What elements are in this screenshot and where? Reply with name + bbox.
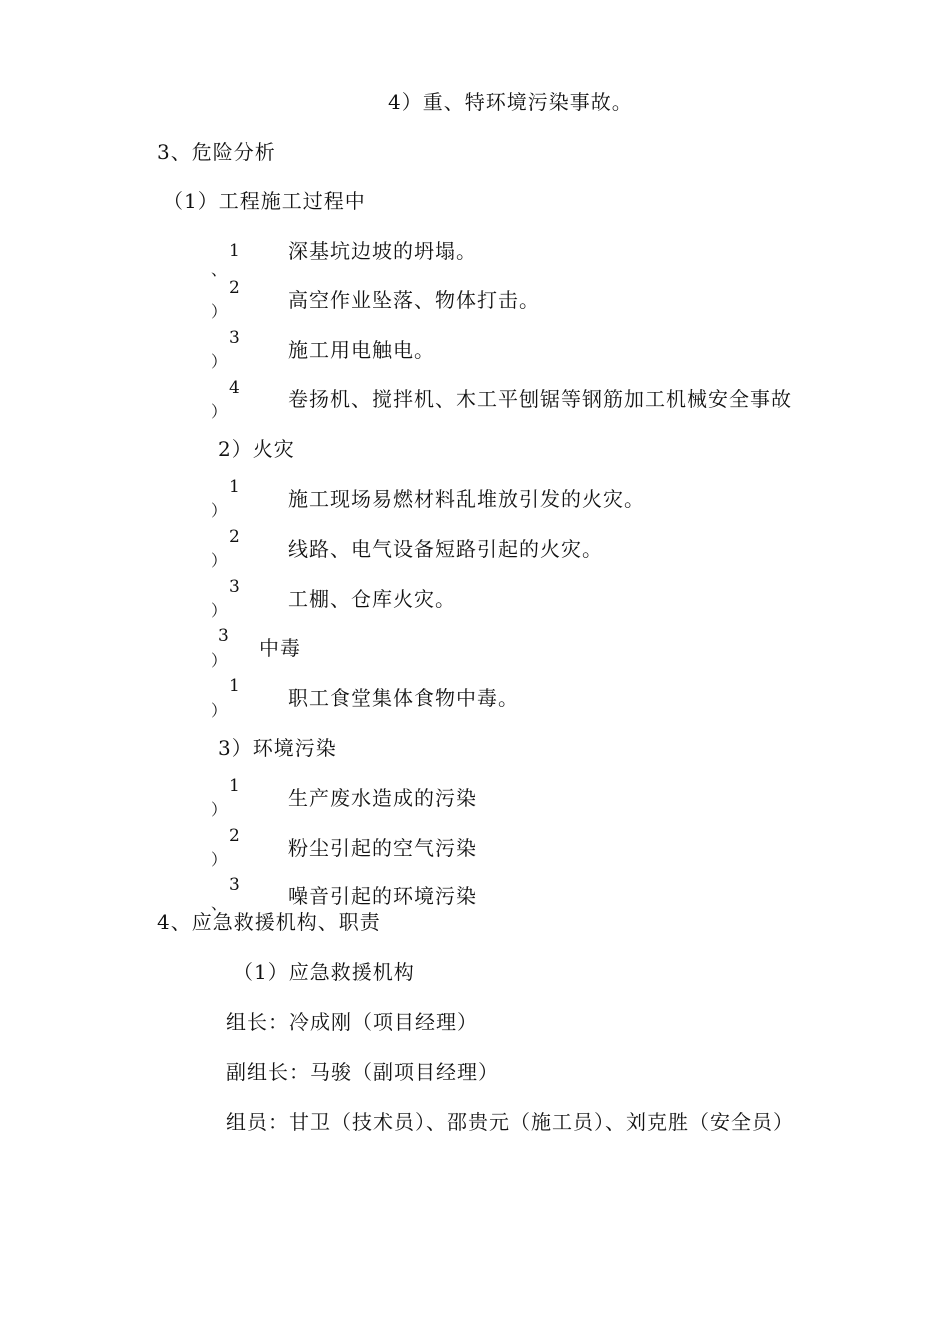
item-number-suffix: ） [211, 402, 228, 421]
team-leader: 组长：冷成刚（项目经理） [226, 1010, 478, 1034]
list-item-food-poisoning: 职工食堂集体食物中毒。 [288, 686, 519, 710]
item-number: 1 [229, 676, 240, 696]
item-number-suffix: 、 [211, 894, 228, 913]
item-number-suffix: ） [211, 701, 228, 720]
list-item-wastewater-pollution: 生产废水造成的污染 [288, 786, 477, 810]
subheading-fire: 2）火灾 [218, 437, 295, 461]
subheading-construction-process: （1）工程施工过程中 [163, 189, 366, 213]
team-members: 组员：甘卫（技术员）、邵贵元（施工员）、刘克胜（安全员） [226, 1110, 794, 1134]
list-item-noise-pollution: 噪音引起的环境污染 [288, 884, 477, 908]
subheading-environmental-pollution: 3）环境污染 [218, 736, 337, 760]
item-number-suffix: ） [211, 651, 228, 670]
item-number-suffix: ） [211, 850, 228, 869]
list-item-pit-collapse: 深基坑边坡的坍塌。 [288, 239, 477, 263]
section-heading-emergency-organization: 4、应急救援机构、职责 [157, 910, 381, 934]
list-item-dust-pollution: 粉尘引起的空气污染 [288, 836, 477, 860]
item-number-suffix: ） [211, 501, 228, 520]
item-number-suffix: ） [211, 601, 228, 620]
item-number: 1 [229, 477, 240, 497]
subheading-poisoning: 中毒 [259, 636, 301, 660]
list-item-electric-shock: 施工用电触电。 [288, 338, 435, 362]
list-item-env-major-accident: 4）重、特环境污染事故。 [388, 90, 633, 114]
item-number: 3 [218, 626, 229, 646]
item-number-suffix: ） [211, 551, 228, 570]
section-heading-hazard-analysis: 3、危险分析 [157, 140, 276, 164]
list-item-shed-warehouse-fire: 工棚、仓库火灾。 [288, 587, 456, 611]
item-number: 3 [229, 328, 240, 348]
item-number: 1 [229, 776, 240, 796]
subheading-emergency-organization: （1）应急救援机构 [233, 960, 415, 984]
item-number-suffix: ） [211, 800, 228, 819]
item-number: 1 [229, 241, 240, 261]
list-item-flammable-material-fire: 施工现场易燃材料乱堆放引发的火灾。 [288, 487, 645, 511]
item-number: 3 [229, 577, 240, 597]
item-number: 2 [229, 826, 240, 846]
item-number: 2 [229, 278, 240, 298]
item-number: 3 [229, 875, 240, 895]
list-item-machinery-accident: 卷扬机、搅拌机、木工平刨锯等钢筋加工机械安全事故 [288, 387, 792, 411]
item-number: 2 [229, 527, 240, 547]
deputy-team-leader: 副组长：马骏（副项目经理） [226, 1060, 499, 1084]
item-number-suffix: 、 [211, 260, 228, 279]
list-item-short-circuit-fire: 线路、电气设备短路引起的火灾。 [288, 537, 603, 561]
item-number-suffix: ） [211, 352, 228, 371]
item-number: 4 [229, 378, 240, 398]
item-number-suffix: ） [211, 302, 228, 321]
list-item-fall-from-height: 高空作业坠落、物体打击。 [288, 288, 540, 312]
